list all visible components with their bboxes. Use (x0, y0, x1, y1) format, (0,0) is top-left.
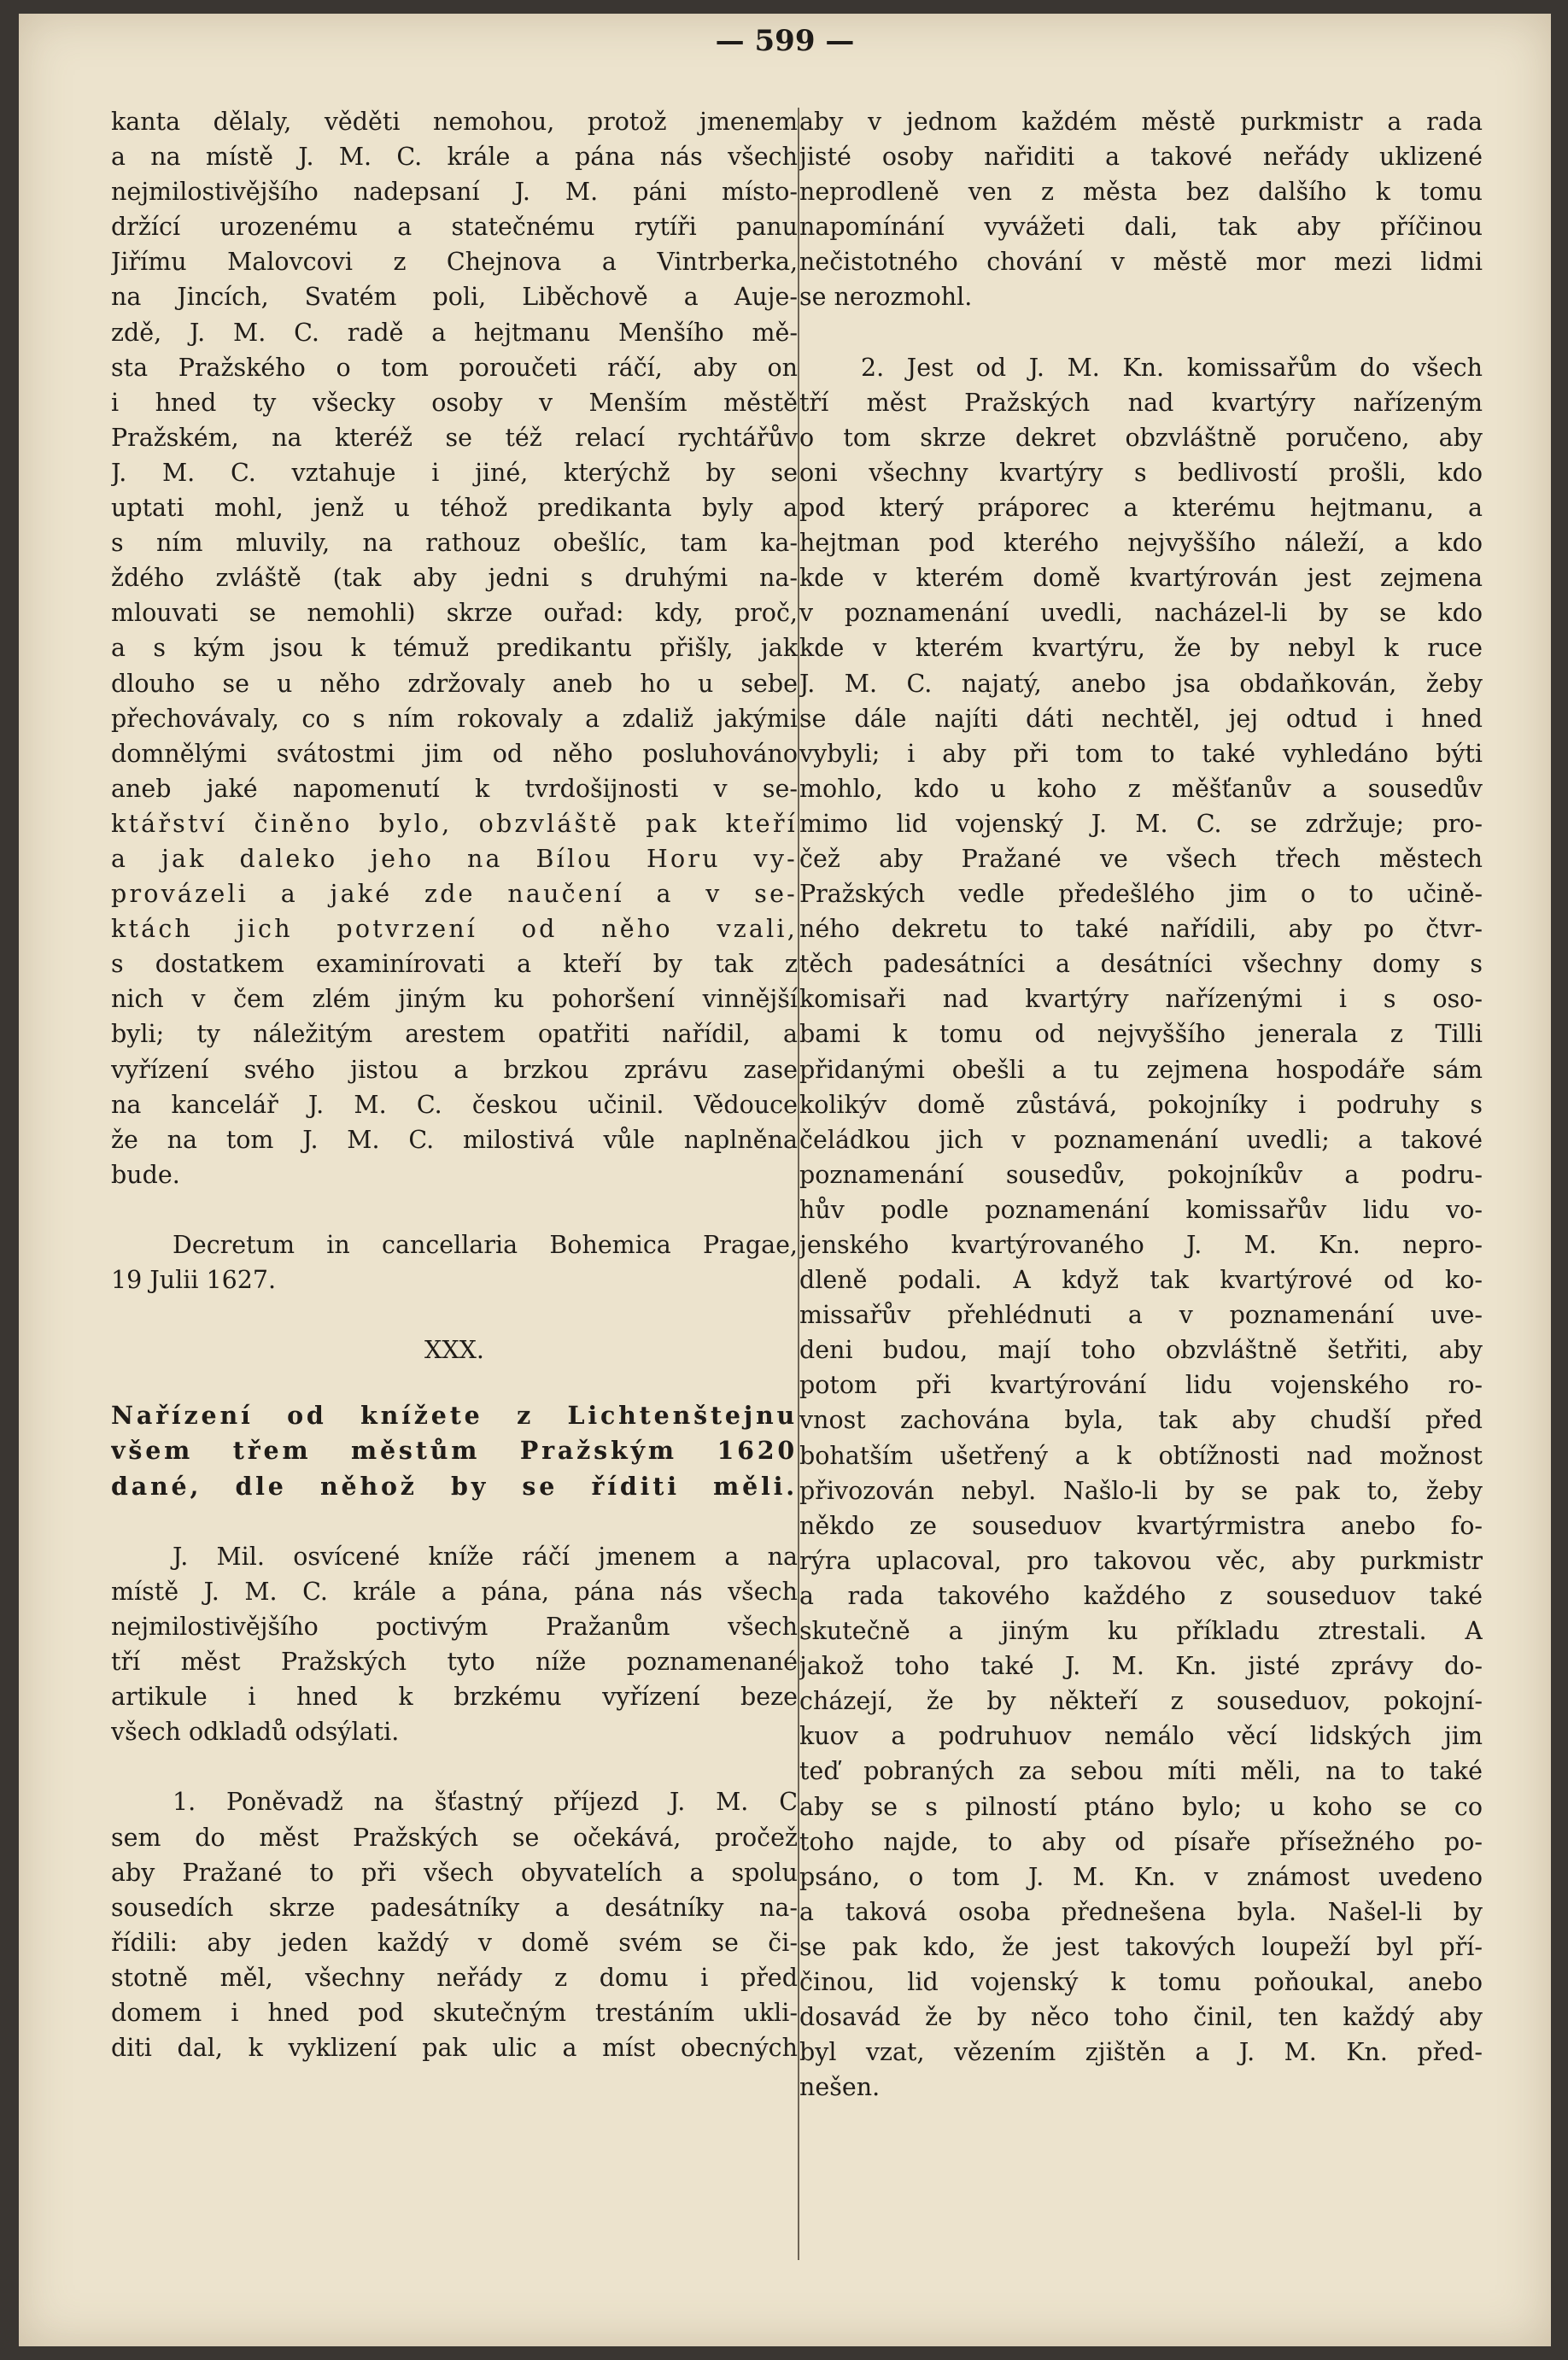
text-line: se pak kdo, že jest takových loupeží byl pří- (799, 1932, 1483, 1961)
text-line: kuov a podruhuov nemálo věcí lidských jim (799, 1722, 1483, 1751)
decretum (111, 1227, 798, 1297)
text-line: ktářství činěno bylo, obzvláště pak kteří (111, 809, 798, 838)
left-paragraph-2 (111, 1539, 798, 1750)
text-line: dlouho se u něho zdržovaly aneb ho u sebe (111, 669, 798, 698)
section-number: XXX. (424, 1336, 484, 1365)
text-line: deni budou, mají toho obzvláštně šetřiti, aby (799, 1336, 1483, 1365)
text-line: rýra uplacoval, pro takovou věc, aby purkmistr (799, 1546, 1483, 1575)
text-line: kolikýv domě zůstává, pokojníky i podruhy s (799, 1090, 1483, 1119)
text-line: a s kým jsou k témuž predikantu přišly, jak (111, 634, 798, 663)
left-paragraph-1 (111, 104, 798, 1192)
text-line: J. M. C. najatý, anebo jsa obdaňkován, žeby (799, 669, 1483, 698)
text-line: cházejí, že by někteří z souseduov, pokojní- (799, 1687, 1483, 1716)
text-line: Decretum in cancellaria Bohemica Pragae, (173, 1231, 798, 1259)
text-line: Pražských vedle předešlého jim o to učině- (799, 880, 1483, 909)
text-line: řídili: aby jeden každý v domě svém se či- (111, 1928, 798, 1957)
text-line: vyřízení svého jistou a brzkou zprávu zase (111, 1055, 798, 1084)
text-line: tří měst Pražských tyto níže poznamenané (111, 1648, 798, 1677)
text-line: kanta dělaly, věděti nemohou, protož jmenem (111, 108, 798, 136)
text-line: všech odkladů odsýlati. (111, 1718, 400, 1747)
text-line: nešen. (799, 2073, 881, 2102)
text-line: nečistotného chování v městě mor mezi lidmi (799, 248, 1483, 277)
text-line: nejmilostivějšího poctivým Pražanům všech (111, 1612, 798, 1641)
text-line: pod který práporec a kterému hejtmanu, a (799, 494, 1483, 523)
text-line: dosavád že by něco toho činil, ten každý aby (799, 2003, 1483, 2032)
text-line: sem do měst Pražských se očekává, pročež (111, 1823, 798, 1852)
text-line: s dostatkem examinírovati a kteří by tak z (111, 950, 798, 979)
text-line: missařův přehlédnuti a v poznamenání uve- (799, 1301, 1483, 1330)
text-line: poznamenání sousedův, pokojníkův a podru- (799, 1160, 1483, 1189)
heading-line: Nařízení od knížete z Lichtenštejnu (111, 1401, 798, 1431)
text-line: se dále najíti dáti nechtěl, jej odtud i hned (799, 704, 1483, 733)
text-line: Jiřímu Malovcovi z Chejnova a Vintrberka, (111, 248, 798, 277)
text-line: mimo lid vojenský J. M. C. se zdržuje; pro- (799, 809, 1483, 838)
text-line: o tom skrze dekret obzvláštně poručeno, aby (799, 423, 1483, 452)
text-line: nich v čem zlém jiným ku pohoršení vinnější (111, 985, 798, 1014)
text-line: bude. (111, 1160, 180, 1189)
text-line: mlouvati se nemohli) skrze ouřad: kdy, proč, (111, 599, 798, 628)
page-number: — 599 — (715, 24, 855, 58)
text-line: Pražském, na kteréž se též relací rychtářův (111, 423, 798, 452)
text-line: artikule i hned k brzkému vyřízení beze (111, 1683, 798, 1712)
text-line: čeládkou jich v poznamenání uvedli; a takové (799, 1125, 1483, 1154)
text-line: i hned ty všecky osoby v Menším městě (111, 388, 798, 417)
left-paragraph-3 (111, 1784, 798, 2065)
text-line: čež aby Pražané ve všech třech městech (799, 844, 1483, 873)
text-line: aby Pražané to při všech obyvatelích a spolu (111, 1858, 798, 1887)
text-line: místě J. M. C. krále a pána, pána nás všech (111, 1577, 798, 1606)
text-line: ktách jich potvrzení od něho vzali, (111, 915, 798, 944)
text-line: a taková osoba přednešena byla. Našel-li by (799, 1897, 1483, 1926)
text-line: tří měst Pražských nad kvartýry nařízeným (799, 388, 1483, 417)
text-line: toho najde, to aby od písaře přísežného po- (799, 1827, 1483, 1856)
right-paragraph-2 (799, 350, 1483, 2105)
text-line: komisaři nad kvartýry nařízenými i s oso- (799, 985, 1483, 1014)
text-line: sta Pražského o tom poroučeti ráčí, aby on (111, 353, 798, 382)
text-line: někdo ze souseduov kvartýrmistra anebo fo- (799, 1511, 1483, 1540)
text-line: nejmilostivějšího nadepsaní J. M. páni místo- (111, 178, 798, 207)
text-line: 19 Julii 1627. (111, 1266, 277, 1295)
section-heading (111, 1398, 798, 1503)
text-line: bami k tomu od nejvyššího jenerala z Tilli (799, 1020, 1483, 1049)
text-line: hejtman pod kterého nejvyššího náleží, a kdo (799, 529, 1483, 558)
text-line: domem i hned pod skutečným trestáním ukli- (111, 1998, 798, 2027)
text-line: kde v kterém kvartýru, že by nebyl k ruce (799, 634, 1483, 663)
text-line: mohlo, kdo u koho z měšťanův a sousedův (799, 774, 1483, 803)
right-paragraph-1 (799, 104, 1483, 315)
text-line: stotně měl, všechny neřády z domu i před (111, 1963, 798, 1992)
text-line: bohatším ušetřený a k obtížnosti nad možnost (799, 1441, 1483, 1470)
text-line: dleně podali. A když tak kvartýrové od ko- (799, 1266, 1483, 1295)
text-line: těch padesátníci a desátníci všechny domy s (799, 950, 1483, 979)
text-line: v poznamenání uvedli, nacházel-li by se kdo (799, 599, 1483, 628)
text-line: provázeli a jaké zde naučení a v se- (111, 880, 798, 909)
text-line: zdě, J. M. C. radě a hejtmanu Menšího mě- (111, 318, 798, 347)
text-line: na Jincích, Svatém poli, Liběchově a Auje- (111, 283, 798, 312)
text-line: na kancelář J. M. C. českou učinil. Vědouce (111, 1090, 798, 1119)
text-line: s ním mluvily, na rathouz obešlíc, tam ka- (111, 529, 798, 558)
text-line: ždého zvláště (tak aby jedni s druhými na- (111, 564, 798, 593)
text-line: domnělými svátostmi jim od něho posluhováno (111, 739, 798, 768)
text-line: oni všechny kvartýry s bedlivostí prošli, kdo (799, 458, 1483, 487)
text-line: aby se s pilností ptáno bylo; u koho se co (799, 1792, 1483, 1821)
text-line: uptati mohl, jenž u téhož predikanta byly a (111, 494, 798, 523)
text-line: hův podle poznamenání komissařův lidu vo- (799, 1195, 1483, 1224)
heading-line: všem třem městům Pražským 1620 (111, 1436, 798, 1466)
text-line: se nerozmohl. (799, 283, 973, 312)
text-line: a jak daleko jeho na Bílou Horu vy- (111, 844, 798, 873)
right-column (799, 104, 1483, 2105)
text-line: napomínání vyvážeti dali, tak aby příčinou (799, 213, 1483, 242)
text-line: neprodleně ven z města bez dalšího k tomu (799, 178, 1483, 207)
text-line: teď pobraných za sebou míti měli, na to také (799, 1757, 1483, 1786)
text-line: byli; ty náležitým arestem opatřiti nařídil, a (111, 1020, 798, 1049)
text-line: potom při kvartýrování lidu vojenského ro- (799, 1371, 1483, 1400)
text-line: aneb jaké napomenutí k tvrdošijnosti v se- (111, 774, 798, 803)
text-line: 2. Jest od J. M. Kn. komissařům do všech (861, 353, 1483, 382)
text-line: J. M. C. vztahuje i jiné, kterýchž by se (111, 458, 798, 487)
text-line: činou, lid vojenský k tomu poňoukal, anebo (799, 1967, 1483, 1996)
page (19, 14, 1551, 2346)
text-line: držící urozenému a statečnému rytíři panu (111, 213, 798, 242)
text-line: byl vzat, vězením zjištěn a J. M. Kn. před- (799, 2038, 1483, 2067)
text-line: a na místě J. M. C. krále a pána nás všech (111, 143, 798, 172)
text-line: psáno, o tom J. M. Kn. v známost uvedeno (799, 1862, 1483, 1891)
text-line: přidanými obešli a tu zejmena hospodáře sám (799, 1055, 1483, 1084)
text-line: aby v jednom každém městě purkmistr a rada (799, 108, 1483, 136)
text-line: a rada takového každého z souseduov také (799, 1581, 1483, 1610)
text-line: diti dal, k vyklizení pak ulic a míst obecných (111, 2034, 798, 2063)
text-line: přivozován nebyl. Našlo-li by se pak to, žeby (799, 1476, 1483, 1505)
text-line: jisté osoby nařiditi a takové neřády uklizené (799, 143, 1483, 172)
text-line: sousedích skrze padesátníky a desátníky na- (111, 1893, 798, 1922)
text-line: kde v kterém domě kvartýrován jest zejmena (799, 564, 1483, 593)
text-line: J. Mil. osvícené kníže ráčí jmenem a na (173, 1542, 798, 1571)
text-line: 1. Poněvadž na šťastný příjezd J. M. C (173, 1788, 798, 1817)
text-line: ného dekretu to také nařídili, aby po čtvr- (799, 915, 1483, 944)
text-line: skutečně a jiným ku příkladu ztrestali. A (799, 1617, 1483, 1646)
left-column (111, 104, 798, 2065)
text-line: že na tom J. M. C. milostivá vůle naplněna (111, 1125, 798, 1154)
text-line: přechovávaly, co s ním rokovaly a zdaliž jakými (111, 704, 798, 733)
text-line: vnost zachována byla, tak aby chudší před (799, 1406, 1483, 1435)
text-line: vybyli; i aby při tom to také vyhledáno býti (799, 739, 1483, 768)
heading-line: dané, dle něhož by se říditi měli. (111, 1471, 798, 1501)
text-line: jenského kvartýrovaného J. M. Kn. nepro- (799, 1231, 1483, 1259)
text-line: jakož toho také J. M. Kn. jisté zprávy do- (799, 1652, 1483, 1681)
